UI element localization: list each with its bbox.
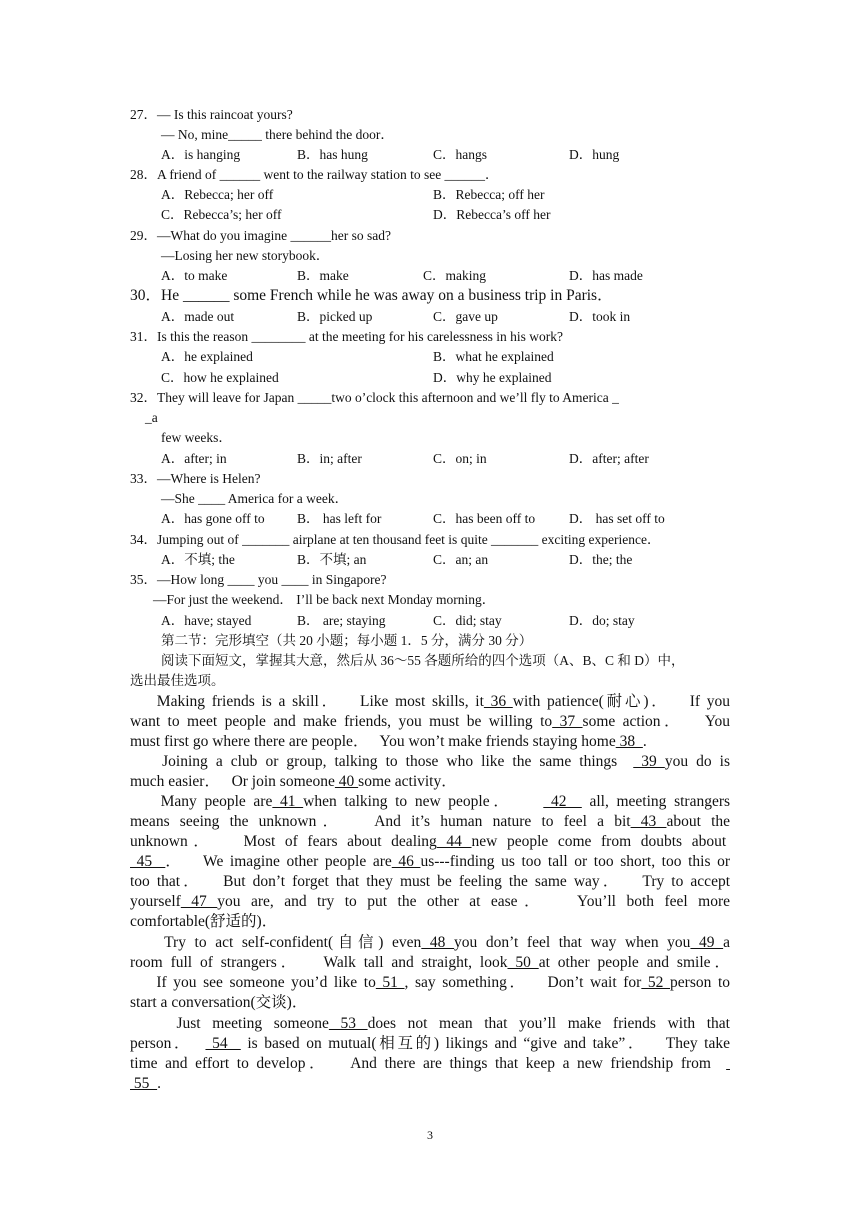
blank-number: 45 [130, 853, 166, 870]
passage-text: time and effort to develop． And there are things that keep a new friendship from [130, 1055, 727, 1072]
question-33-stem: 33．—Where is Helen? [130, 471, 261, 486]
question-28-option-c: C．Rebecca’s; her off [161, 207, 282, 222]
passage-line [130, 993, 730, 1013]
question-32-option-a: A．after; in [161, 451, 227, 466]
passage-text: when talking to new people． [303, 793, 544, 810]
blank-number: 40 [334, 773, 359, 790]
question-30-stem: 30．He ______ some French while he was away on a business trip in Paris． [130, 287, 613, 304]
question-27-option-b: B．has hung [297, 147, 368, 162]
question-34-option-a: A．不填; the [161, 552, 235, 567]
question-32-option-b: B．in; after [297, 451, 362, 466]
blank-number: 55 [130, 1075, 158, 1092]
question-32-line-3: few weeks． [161, 430, 232, 445]
question-33-option-c: C．has been off to [433, 511, 536, 526]
blank-number: 43 [630, 813, 667, 830]
blank-number: 51 [375, 974, 405, 991]
passage-line [130, 772, 730, 792]
passage-text: unknown． Most of fears about dealing [130, 833, 437, 850]
section-2-heading: 第二节：完形填空（共 20 小题；每小题 1．5 分，满分 30 分） [161, 633, 533, 648]
blank-number: 39 [633, 753, 665, 770]
passage-text: Just meeting someone [130, 1015, 329, 1032]
question-31-option-b: B．what he explained [433, 349, 554, 364]
blank-number: 38 [615, 733, 643, 750]
question-28-option-d: D．Rebecca’s off her [433, 207, 551, 222]
passage-line [130, 792, 730, 812]
question-33-line-2: —She ____ America for a week． [161, 491, 349, 506]
blank-number: 54 [205, 1035, 241, 1052]
page-number: 3 [427, 1128, 433, 1142]
passage-text: . [157, 1075, 161, 1092]
passage-text: much easier． Or join someone [130, 773, 335, 790]
question-34-option-b: B．不填; an [297, 552, 367, 567]
question-31-stem: 31．Is this the reason ________ at the meeting for his carelessness in his work? [130, 329, 564, 344]
passage-line [130, 973, 730, 993]
passage-text: does not mean that you’ll make friends with that [367, 1015, 730, 1032]
passage-text: means seeing the unknown． And it’s human nature to feel a bit [130, 813, 631, 830]
passage-line [130, 852, 730, 872]
question-32-stem: 32．They will leave for Japan _____two o’clock this afternoon and we’ll fly to America _ [130, 390, 619, 405]
passage-text: you do is [664, 753, 730, 770]
section-2-instruction-line-1: 阅读下面短文，掌握其大意，然后从 36～55 各题所给的四个选项（A、B、C 和 D）中， [161, 653, 685, 668]
passage-text: start a conversation(交谈)． [130, 994, 308, 1011]
passage-text: us---finding us too tall or too short, too this or [420, 853, 730, 870]
passage-text: If you see someone you’d like to [130, 974, 376, 991]
question-35-option-b: B． are; staying [297, 613, 386, 628]
question-32-line-2: _a [145, 410, 158, 425]
question-29-option-d: D．has made [569, 268, 643, 283]
question-34-option-d: D．the; the [569, 552, 633, 567]
question-29-option-b: B．make [297, 268, 349, 283]
passage-line [130, 953, 730, 973]
blank-number: 50 [507, 954, 539, 971]
passage-text: ． We imagine other people are [165, 853, 392, 870]
question-35-option-a: A．have; stayed [161, 613, 252, 628]
passage-line [130, 912, 730, 932]
passage-text: room full of strangers． Walk tall and straight, look [130, 954, 508, 971]
question-35-option-c: C．did; stay [433, 613, 502, 628]
passage-text: with patience(耐心)． If you [512, 693, 730, 710]
blank-number: 42 [543, 793, 582, 810]
passage-text: Many people are [130, 793, 273, 810]
passage-line [130, 1014, 730, 1034]
section-2-instruction-line-2: 选出最佳选项。 [130, 673, 225, 688]
question-33-option-d: D． has set off to [569, 511, 665, 526]
question-34-option-c: C．an; an [433, 552, 489, 567]
blank-number: 49 [690, 934, 724, 951]
question-28-option-b: B．Rebecca; off her [433, 187, 545, 202]
question-27-option-a: A．is hanging [161, 147, 241, 162]
blank-number: 36 [483, 693, 513, 710]
blank-number: 37 [552, 713, 583, 730]
passage-line [130, 712, 730, 732]
passage-text: new people come from doubts about [471, 833, 731, 850]
question-27-option-d: D．hung [569, 147, 620, 162]
blank-number: 46 [391, 853, 421, 870]
passage-text: about the [666, 813, 731, 830]
passage-line [130, 1074, 730, 1094]
question-27-stem: 27．— Is this raincoat yours? [130, 107, 293, 122]
passage-text: person． [130, 1035, 206, 1052]
passage-text: yourself [130, 893, 181, 910]
question-30-option-b: B．picked up [297, 309, 373, 324]
passage-text: must first go where there are people． You won’t make friends staying home [130, 733, 616, 750]
passage-text: person to [670, 974, 731, 991]
blank-number [726, 1055, 730, 1072]
passage-text: a [723, 934, 731, 951]
passage-line [130, 812, 730, 832]
passage-text: is based on mutual(相互的) likings and “give and take”． They take [240, 1035, 730, 1052]
passage-line [130, 692, 730, 712]
question-27-option-c: C．hangs [433, 147, 487, 162]
passage-text: too that． But don’t forget that they must be feeling the same way． Try to accept [130, 873, 730, 890]
question-31-option-d: D．why he explained [433, 370, 552, 385]
question-32-option-c: C．on; in [433, 451, 487, 466]
question-30-option-a: A．made out [161, 309, 235, 324]
passage-line [130, 933, 730, 953]
passage-text: some action． You [582, 713, 730, 730]
question-29-stem: 29．—What do you imagine ______her so sad? [130, 228, 391, 243]
blank-number: 53 [328, 1015, 368, 1032]
question-31-option-c: C．how he explained [161, 370, 279, 385]
passage-line [130, 1054, 730, 1074]
question-29-option-c: C．making [423, 268, 486, 283]
question-30-option-c: C．gave up [433, 309, 498, 324]
passage-line [130, 752, 730, 772]
passage-text: , say something． Don’t wait for [404, 974, 642, 991]
passage-text: at other people and smile． [538, 954, 731, 971]
passage-text: want to meet people and make friends, you must be willing to [130, 713, 553, 730]
passage-text: comfortable(舒适的)． [130, 913, 278, 930]
question-28-option-a: A．Rebecca; her off [161, 187, 274, 202]
blank-number: 48 [421, 934, 455, 951]
blank-number: 52 [641, 974, 671, 991]
passage-text: you don’t feel that way when you [454, 934, 691, 951]
question-35-line-2: —For just the weekend． I’ll be back next Monday morning． [153, 592, 496, 607]
question-31-option-a: A．he explained [161, 349, 253, 364]
question-29-option-a: A．to make [161, 268, 228, 283]
question-35-stem: 35．—How long ____ you ____ in Singapore? [130, 572, 387, 587]
question-30-option-d: D．took in [569, 309, 631, 324]
question-27-line-2: — No, mine_____ there behind the door． [161, 127, 394, 142]
passage-line [130, 832, 730, 852]
question-28-stem: 28．A friend of ______ went to the railway station to see ______． [130, 167, 499, 182]
blank-number: 47 [180, 893, 218, 910]
passage-text: Making friends is a skill． Like most skills, it [130, 693, 484, 710]
question-33-option-a: A．has gone off to [161, 511, 265, 526]
passage-text: all, meeting strangers [581, 793, 731, 810]
passage-line [130, 1034, 730, 1054]
passage-line [130, 732, 730, 752]
passage-text: . [642, 733, 647, 750]
question-32-option-d: D．after; after [569, 451, 649, 466]
blank-number: 41 [272, 793, 304, 810]
passage-line [130, 872, 730, 892]
question-35-option-d: D．do; stay [569, 613, 635, 628]
passage-line [130, 892, 730, 912]
blank-number: 44 [436, 833, 472, 850]
passage-text: Joining a club or group, talking to those who like the same things [130, 753, 634, 770]
passage-text: Try to act self-confident(自信) even [130, 934, 422, 951]
question-29-line-2: —Losing her new storybook． [161, 248, 330, 263]
question-33-option-b: B． has left for [297, 511, 382, 526]
passage-text: you are, and try to put the other at ease． You’ll both feel more [217, 893, 731, 910]
passage-text: some activity． [358, 773, 457, 790]
question-34-stem: 34．Jumping out of _______ airplane at ten thousand feet is quite _______ exciting experience． [130, 532, 661, 547]
